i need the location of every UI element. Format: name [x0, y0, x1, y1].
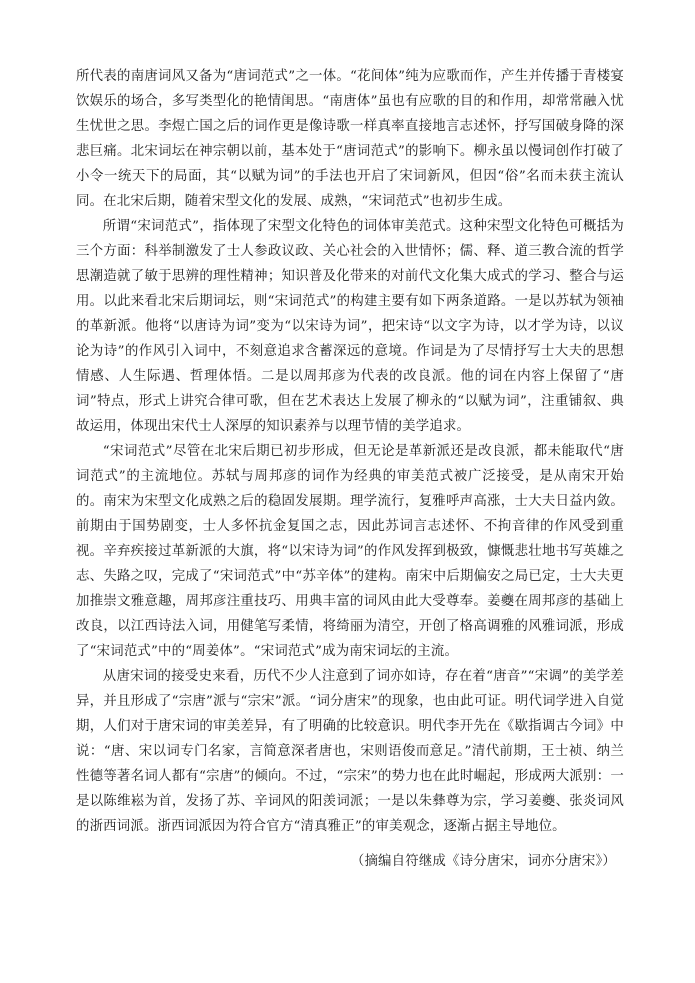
paragraph-2: 所谓“宋词范式”，指体现了宋型文化特色的词体审美范式。这种宋型文化特色可概括为三个方面：科举制激发了士人参政议政、关心社会的入世情怀；儒、释、道三教合流的哲学思潮造就了敏于思辨的理性精神；知识普及化带来的对前代文化集大成式的学习、整合与运用。以此来看北宋后期词坛，则“宋词范式”的构建主要有如下两条道路。一是以苏轼为领袖的革新派。他将“以唐诗为词”变为“以宋诗为词”，把宋诗“以文字为诗，以才学为诗，以议论为诗”的作风引入词中，不刻意追求含蓄深远的意境。作词是为了尽情抒写士大夫的思想情感、人生际遇、哲理体悟。二是以周邦彦为代表的改良派。他的词在内容上保留了“唐词”特点，形式上讲究合律可歌，但在艺术表达上发展了柳永的“以赋为词”，注重铺叙、典故运用，体现出宋代士人深厚的知识素养与以理节情的美学追求。 [76, 219, 624, 434]
source-citation: （摘编自符继成《诗分唐宋，词亦分唐宋》） [350, 854, 616, 869]
paragraph-3: “宋词范式”尽管在北宋后期已初步形成，但无论是革新派还是改良派，都未能取代“唐词范式”的主流地位。苏轼与周邦彦的词作为经典的审美范式被广泛接受，是从南宋开始的。南宋为宋型文化成熟之后的稳固发展期。理学流行，复雅呼声高涨，士大夫日益内敛。前期由于国势剧变，士人多怀抗金复国之志，因此苏词言志述怀、不拘音律的作风受到重视。辛弃疾接过革新派的大旗，将“以宋诗为词”的作风发挥到极致，慷慨悲壮地书写英雄之志、失路之叹，完成了“宋词范式”中“苏辛体”的建构。南宋中后期偏安之局已定，士大夫更加推崇文雅意趣，周邦彦注重技巧、用典丰富的词风由此大受尊奉。姜夔在周邦彦的基础上改良，以江西诗法入词，用健笔写柔情，将绮丽为清空，开创了格高调雅的风雅词派，形成了“宋词范式”中的“周姜体”。“宋词范式”成为南宋词坛的主流。 [76, 444, 624, 659]
paragraph-1: 所代表的南唐词风又备为“唐词范式”之一体。“花间体”纯为应歌而作，产生并传播于青楼宴饮娱乐的场合，多写类型化的艳情闺思。“南唐体”虽也有应歌的目的和作用，却常常融入忧生忧世之思。李煜亡国之后的词作更是像诗歌一样真率直接地言志述怀，抒写国破身降的深悲巨痛。北宋词坛在神宗朝以前，基本处于“唐词范式”的影响下。柳永虽以慢词创作打破了小令一统天下的局面，其“以赋为词”的手法也开启了宋词新风，但因“俗”名而未获主流认同。在北宋后期，随着宋型文化的发展、成熟，“宋词范式”也初步生成。 [76, 69, 624, 209]
article-body [76, 64, 624, 874]
paragraph-4: 从唐宋词的接受史来看，历代不少人注意到了词亦如诗，存在着“唐音”“宋调”的美学差异，并且形成了“宗唐”派与“宗宋”派。“词分唐宋”的现象，也由此可证。明代词学进入自觉期，人们对于唐宋词的审美差异，有了明确的比较意识。明代李开先在《歇指调古今词》中说：“唐、宋以词专门名家，言简意深者唐也，宋则语俊而意足。”清代前期，王士祯、纳兰性德等著名词人都有“宗唐”的倾向。不过，“宗宋”的势力也在此时崛起，形成两大派别：一是以陈维崧为首，发扬了苏、辛词风的阳羡词派；一是以朱彝尊为宗，学习姜夔、张炎词风的浙西词派。浙西词派因为符合官方“清真雅正”的审美观念，逐渐占据主导地位。 [76, 669, 624, 834]
